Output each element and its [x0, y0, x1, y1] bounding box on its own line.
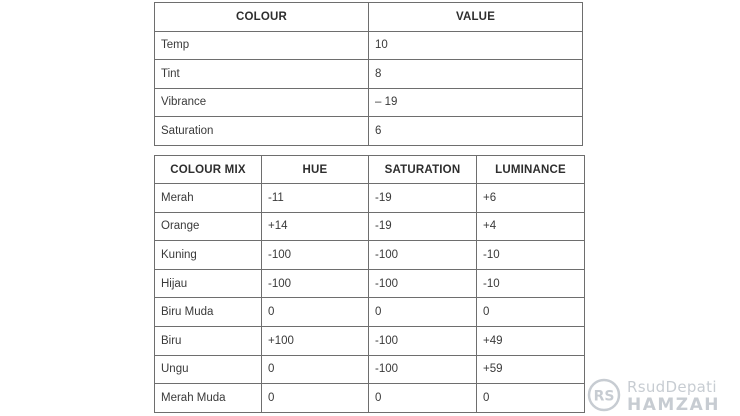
luminance-cell: +6 [477, 184, 585, 213]
luminance-cell: +59 [477, 355, 585, 384]
hue-cell: 0 [262, 298, 369, 327]
colour-table-header-row [155, 3, 583, 32]
saturation-cell: 0 [369, 384, 477, 413]
table-row [155, 88, 583, 117]
luminance-cell: 0 [477, 384, 585, 413]
colour-mix-body [155, 184, 585, 413]
saturation-cell: -100 [369, 355, 477, 384]
saturation-cell: -19 [369, 184, 477, 213]
table-row [155, 117, 583, 146]
saturation-header: SATURATION [369, 156, 477, 184]
colour-value-cell: 6 [369, 117, 583, 146]
colour-mix-header: COLOUR MIX [155, 156, 262, 184]
mix-colour-cell: Biru Muda [155, 298, 262, 327]
luminance-cell: +4 [477, 212, 585, 241]
saturation-cell: -19 [369, 212, 477, 241]
luminance-cell: -10 [477, 241, 585, 270]
table-row [155, 212, 585, 241]
hue-cell: 0 [262, 384, 369, 413]
table-row [155, 60, 583, 89]
saturation-cell: 0 [369, 298, 477, 327]
colour-mix-header-row [155, 156, 585, 184]
mix-colour-cell: Merah Muda [155, 384, 262, 413]
colour-value-cell: – 19 [369, 88, 583, 117]
mix-colour-cell: Kuning [155, 241, 262, 270]
value-header: VALUE [369, 3, 583, 32]
luminance-header: LUMINANCE [477, 156, 585, 184]
hue-cell: +14 [262, 212, 369, 241]
saturation-cell: -100 [369, 269, 477, 298]
luminance-cell: 0 [477, 298, 585, 327]
mix-colour-cell: Orange [155, 212, 262, 241]
hue-cell: -100 [262, 269, 369, 298]
colour-name-cell: Tint [155, 60, 369, 89]
colour-header: COLOUR [155, 3, 369, 32]
colour-mix-table [154, 155, 585, 413]
saturation-cell: -100 [369, 241, 477, 270]
colour-name-cell: Temp [155, 31, 369, 60]
colour-table [154, 2, 583, 146]
hue-cell: 0 [262, 355, 369, 384]
table-row [155, 184, 585, 213]
table-row [155, 241, 585, 270]
luminance-cell: +49 [477, 326, 585, 355]
table-row [155, 31, 583, 60]
mix-colour-cell: Hijau [155, 269, 262, 298]
colour-name-cell: Vibrance [155, 88, 369, 117]
watermark-line2: HAMZAH [627, 395, 721, 415]
watermark [587, 376, 737, 416]
luminance-cell: -10 [477, 269, 585, 298]
hue-cell: -100 [262, 241, 369, 270]
hue-header: HUE [262, 156, 369, 184]
watermark-line1: RsudDepati [627, 378, 717, 396]
colour-value-cell: 10 [369, 31, 583, 60]
hue-cell: -11 [262, 184, 369, 213]
colour-value-cell: 8 [369, 60, 583, 89]
logo-text: RS [593, 388, 615, 405]
table-row [155, 269, 585, 298]
colour-name-cell: Saturation [155, 117, 369, 146]
table-row [155, 326, 585, 355]
mix-colour-cell: Merah [155, 184, 262, 213]
table-row [155, 298, 585, 327]
rs-logo-icon [587, 378, 621, 412]
saturation-cell: -100 [369, 326, 477, 355]
hue-cell: +100 [262, 326, 369, 355]
table-row [155, 355, 585, 384]
table-row [155, 384, 585, 413]
mix-colour-cell: Ungu [155, 355, 262, 384]
mix-colour-cell: Biru [155, 326, 262, 355]
